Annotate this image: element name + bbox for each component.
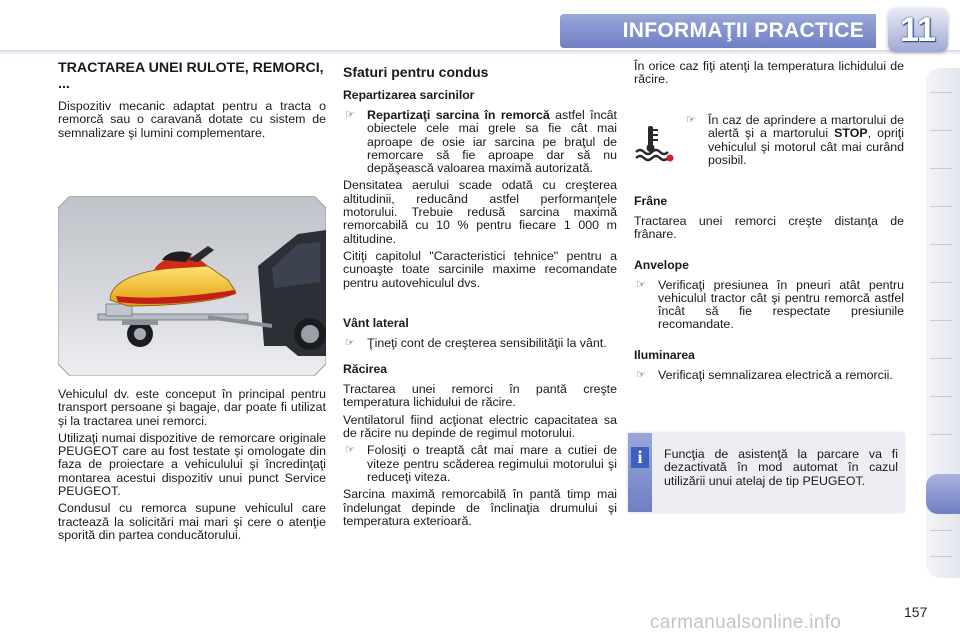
info-box-bar: [628, 433, 652, 512]
load-para-1: Densitatea aerului scade odată cu creşterea altitudinii, reducând astfel performanţele motorului. Trebuie redusă sarcina maximă remorcabilă cu 10 % pentru fiecare 1 000 m altitudine.: [343, 178, 617, 246]
tab-divider: [930, 396, 952, 397]
header-shadow: [0, 50, 960, 55]
tab-divider: [930, 130, 952, 131]
coolant-temperature-icon: [634, 124, 674, 164]
tab-divider: [930, 206, 952, 207]
towing-para-2: Utilizaţi numai dispozitive de remorcare originale PEUGEOT care au fost testate şi omologate din faza de proiectare a vehiculului şi încredinţaţi montarea acestui dispozitiv unui punct Service PEUGEOT.: [58, 430, 326, 499]
coolant-warning: [634, 114, 904, 174]
lighting-bullet-text: Verificaţi semnalizarea electrică a remorcii.: [658, 367, 893, 382]
driving-advice-title: Sfaturi pentru condus: [343, 64, 489, 80]
tab-divider: [930, 244, 952, 245]
warning-stop: STOP: [834, 126, 868, 141]
tyres-bullet: [634, 279, 904, 332]
towing-title: TRACTAREA UNEI RULOTE, REMORCI, ...: [58, 60, 324, 92]
towing-intro: Dispozitiv mecanic adaptat pentru a tracta o remorcă sau o caravană dotate cu sistem de semnalizare şi lumini complementare.: [58, 99, 326, 140]
column-towing: [58, 60, 326, 144]
cooling-para-1: Tractarea unei remorci în pantă creşte temperatura lichidului de răcire.: [343, 382, 617, 410]
tab-divider: [930, 168, 952, 169]
page-number: 157: [904, 604, 928, 620]
watermark: carmanualsonline.info: [650, 612, 842, 633]
wind-bullet-text: Ţineţi cont de creşterea sensibilităţii la vânt.: [367, 335, 607, 350]
column-checks-body: [634, 194, 904, 386]
section-title: INFORMAŢII PRACTICE: [622, 19, 864, 42]
tab-divider: [930, 320, 952, 321]
tab-divider: [930, 434, 952, 435]
brakes-para: Tractarea unei remorci creşte distanţa de frânare.: [634, 214, 904, 242]
info-icon: i: [631, 447, 649, 468]
lighting-heading: Iluminarea: [634, 347, 695, 362]
chapter-number: 11: [900, 11, 936, 49]
tab-divider: [930, 92, 952, 93]
warning-bullet: [684, 114, 904, 167]
pointing-hand-icon: ☞: [345, 336, 355, 349]
pointing-hand-icon: ☞: [636, 278, 646, 291]
jetski-trailer-photo: [58, 196, 326, 376]
tab-divider: [930, 530, 952, 531]
cooling-para-3: Sarcina maximă remorcabilă în pantă timp mai îndelungat depinde de înclinaţia drumului şi temperatura exterioară.: [343, 487, 617, 528]
cooling-bullet: [343, 444, 617, 484]
towing-para-3: Condusul cu remorca supune vehiculul care tractează la solicitări mai mari şi cere o atenţie sporită din partea conducătorului.: [58, 501, 326, 542]
warning-text-1: În caz de aprindere a martorului de alertă şi a martorului: [708, 113, 904, 141]
coolant-intro: În orice caz fiţi atenţi la temperatura lichidului de răcire.: [634, 59, 904, 87]
pointing-hand-icon: ☞: [345, 109, 355, 121]
cooling-bullet-text: Folosiţi o treaptă cât mai mare a cutiei de viteze pentru scăderea regimului motorului şi reduceţi viteza.: [367, 443, 617, 484]
brakes-heading: Frâne: [634, 194, 668, 208]
load-bullet-text: astfel încât obiectele cele mai grele sa fie cât mai aproape de osie iar sarcina pe braţul de remorcare să fie aproape dar să nu depăşească valoarea maximă autorizată.: [367, 108, 618, 176]
load-bullet: [343, 109, 617, 175]
wind-bullet: [343, 337, 617, 350]
lighting-bullet: [634, 369, 904, 382]
tab-divider: [930, 358, 952, 359]
warning-text-2: , opriţi vehiculul şi motorul cât mai curând posibil.: [708, 126, 904, 167]
cooling-heading: Răcirea: [343, 362, 388, 377]
info-text: Funcţia de asistenţă la parcare va fi dezactivată în mod automat în cazul utilizării unui atelaj de tip PEUGEOT.: [664, 447, 898, 488]
active-chapter-tab: [926, 474, 960, 514]
tyres-bullet-text: Verificaţi presiunea în pneuri atât pentru vehiculul tractor cât şi pentru remorcă astfel încât să fie respectate presiunile recomandate.: [658, 277, 904, 332]
load-para-2: Citiţi capitolul "Caracteristici tehnice" pentru a cunoaşte toate sarcinile maxime recomandate pentru autovehiculul dvs.: [343, 248, 617, 290]
cooling-para-2: Ventilatorul fiind acţionat electric capacitatea sa de răcire nu depinde de regimul motorului.: [343, 412, 617, 441]
pointing-hand-icon: ☞: [636, 368, 646, 381]
column-towing-body: [58, 388, 326, 546]
tab-divider: [930, 556, 952, 557]
pointing-hand-icon: ☞: [686, 114, 696, 126]
load-heading: Repartizarea sarcinilor: [343, 88, 475, 102]
tyres-heading: Anvelope: [634, 257, 689, 272]
column-driving-advice: [343, 60, 617, 532]
pointing-hand-icon: ☞: [345, 444, 355, 457]
tab-divider: [930, 282, 952, 283]
wind-heading: Vânt lateral: [343, 315, 409, 330]
towing-para-1: Vehiculul dv. este conceput în principal pentru transport persoane şi bagaje, dar poate fi utilizat şi la tractarea unei remorci.: [58, 387, 326, 428]
column-checks: [634, 60, 904, 91]
load-bullet-bold: Repartizaţi sarcina în remorcă: [367, 108, 550, 122]
coolant-warning-text: [684, 114, 904, 171]
